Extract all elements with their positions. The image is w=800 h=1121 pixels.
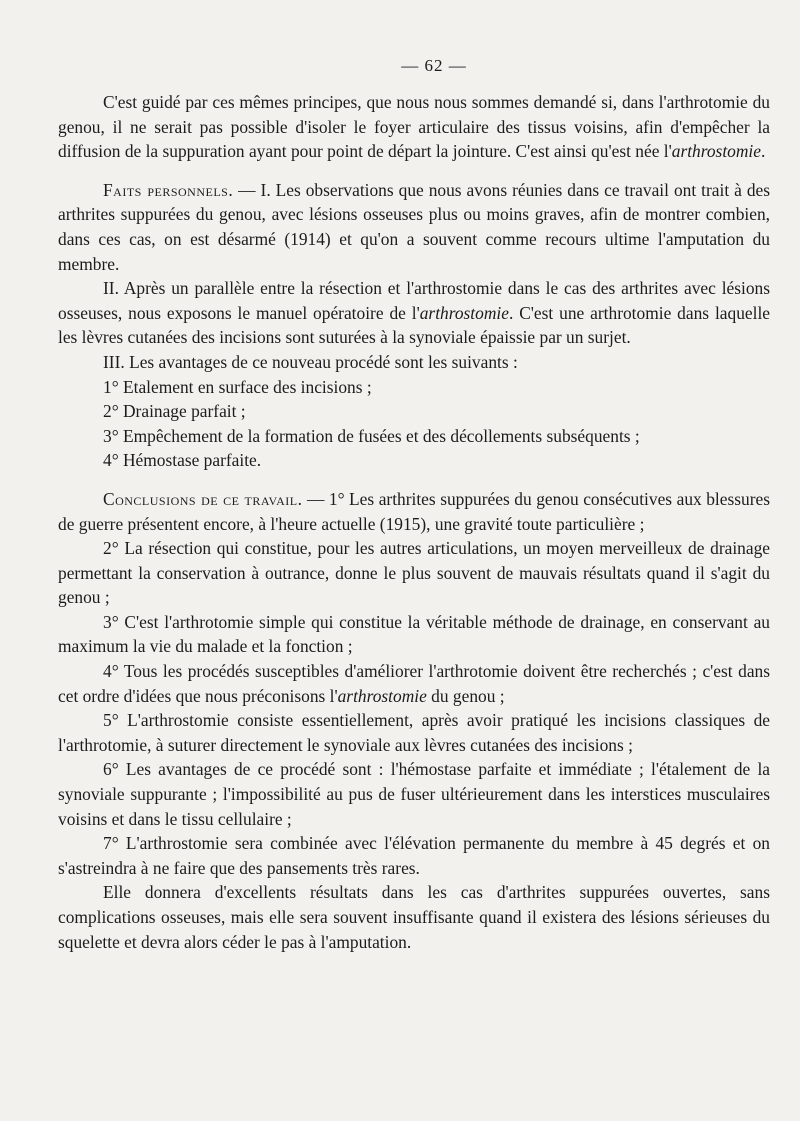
intro-text-end: . <box>760 141 766 162</box>
conclusion-8: Elle donnera d'excellents résultats dans les cas d'arthrites suppurées ouvertes, sans complications osseuses, mais elle sera souvent insuffisante quand il existera des lésions sérieuses du squelette et devra alors céder le pas à l'amputation. <box>58 882 770 952</box>
conclusion-text-4-end: du genou ; <box>426 685 505 706</box>
faits-heading: Faits personnels. <box>103 179 234 200</box>
advantage-item-2: 2° Drainage parfait ; <box>103 401 246 422</box>
conclusions-heading: Conclusions de ce travail. <box>103 488 303 509</box>
conclusion-2: 2° La résection qui constitue, pour les autres articulations, un moyen merveilleux de drainage permettant la conservation à outrance, donne le plus souvent de mauvais résultats quand il s'agit du genou ; <box>58 538 770 608</box>
intro-text: C'est guidé par ces mêmes principes, que nous nous sommes demandé si, dans l'arthrotomie du genou, il ne serait pas possible d'isoler le foyer articulaire des tissus voisins, afin d'empêcher la diffusion de la suppuration ayant pour point de départ la jointure. C'est ainsi qu'est née l' <box>58 92 770 162</box>
faits-paragraph-3: III. Les avantages de ce nouveau procédé sont les suivants : <box>103 351 518 372</box>
faits-paragraph-1 <box>58 178 770 276</box>
conclusion-text-4: 4° Tous les procédés susceptibles d'améliorer l'arthrotomie doivent être recherchés ; c'est dans cet ordre d'idées que nous préconisons l' <box>58 661 770 706</box>
conclusion-3: 3° C'est l'arthrotomie simple qui constitue la véritable méthode de drainage, en conservant au maximum la vie du malade et la fonction ; <box>58 611 770 657</box>
faits-paragraph-2 <box>58 276 770 350</box>
intro-term: arthrostomie <box>671 141 761 162</box>
conclusion-7: 7° L'arthrostomie sera combinée avec l'élévation permanente du membre à 45 degrés et on s'astreindra à ne faire que des pansements très rares. <box>58 833 770 878</box>
faits-text-2-end: . C'est une arthrotomie dans laquelle les lèvres cutanées des incisions sont suturées à la synoviale épaissie par un surjet. <box>58 302 771 348</box>
advantage-item-1: 1° Etalement en surface des incisions ; <box>103 376 372 397</box>
conclusion-5: 5° L'arthrostomie consiste essentiellement, après avoir pratiqué les incisions classiques de l'arthrotomie, à suturer directement le synoviale aux lèvres cutanées des incisions ; <box>58 710 770 755</box>
conclusion-6: 6° Les avantages de ce procédé sont : l'hémostase parfaite et immédiate ; l'étalement de la synoviale suppurante ; l'impossibilité au pus de fuser ultérieurement dans les interstices musculaires voisins et dans le tissu cellulaire ; <box>58 759 770 829</box>
advantage-item-4: 4° Hémostase parfaite. <box>103 450 262 471</box>
faits-text-1: — I. Les observations que nous avons réunies dans ce travail ont trait à des arthrites suppurées du genou, avec lésions osseuses plus ou moins graves, afin de montrer combien, dans ces cas, on est désarmé (1914) et qu'on a souvent comme recours ultime l'amputation du membre. <box>58 179 771 274</box>
faits-term-2: arthrostomie <box>419 302 509 323</box>
intro-paragraph <box>58 90 770 164</box>
conclusion-term-4: arthrostomie <box>337 685 427 706</box>
faits-text-2: II. Après un parallèle entre la résection et l'arthrostomie dans le cas des arthrites avec lésions osseuses, nous exposons le manuel opératoire de l' <box>58 278 770 323</box>
advantage-item-3: 3° Empêchement de la formation de fusées et des décollements subséquents ; <box>103 425 640 446</box>
conclusion-text-1: — 1° Les arthrites suppurées du genou consécutives aux blessures de guerre présentent encore, à l'heure actuelle (1915), une gravité toute particulière ; <box>58 488 770 534</box>
page-number: — 62 — <box>401 56 467 75</box>
conclusion-1 <box>58 487 770 536</box>
conclusion-4 <box>58 659 770 708</box>
